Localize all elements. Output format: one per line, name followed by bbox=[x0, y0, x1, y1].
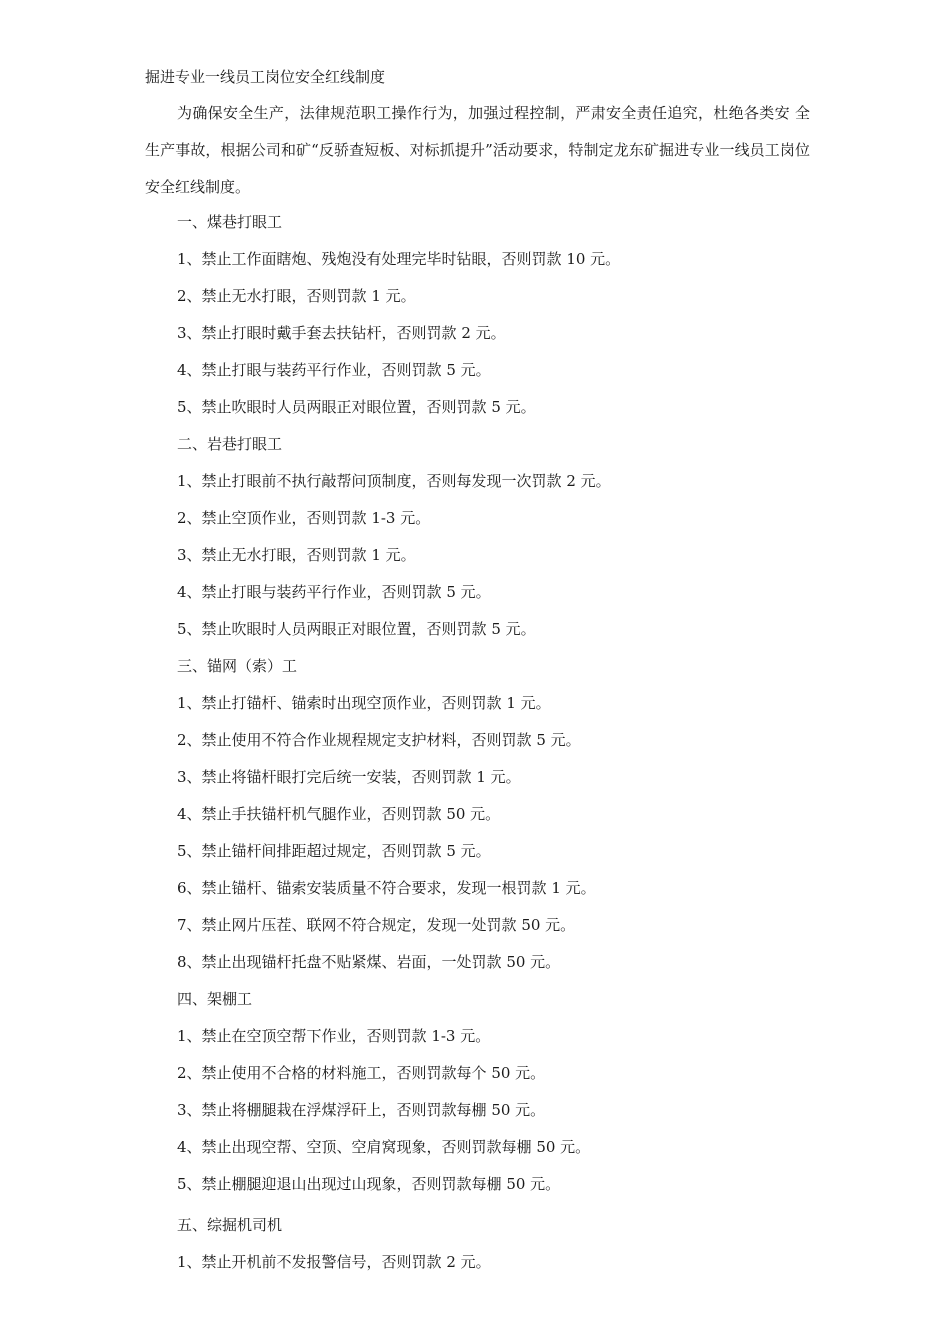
rule-item: 2、禁止空顶作业，否则罚款 1-3 元。 bbox=[177, 509, 431, 527]
rule-item: 2、禁止无水打眼，否则罚款 1 元。 bbox=[177, 287, 416, 305]
rule-item: 3、禁止将锚杆眼打完后统一安装，否则罚款 1 元。 bbox=[177, 768, 521, 786]
rule-item: 1、禁止在空顶空帮下作业，否则罚款 1-3 元。 bbox=[177, 1027, 491, 1045]
document-title: 掘进专业一线员工岗位安全红线制度 bbox=[145, 68, 386, 86]
rule-item: 6、禁止锚杆、锚索安装质量不符合要求，发现一根罚款 1 元。 bbox=[177, 879, 596, 897]
intro-paragraph: 为确保安全生产，法律规范职工操作行为，加强过程控制，严肃安全责任追究，杜绝各类安 全生产事故，根据公司和矿“反骄查短板、对标抓提升”活动要求，特制定龙东矿掘进专业一线员工岗位安全红线制度。 bbox=[145, 104, 810, 196]
rule-item: 4、禁止打眼与装药平行作业，否则罚款 5 元。 bbox=[177, 361, 491, 379]
rule-item: 4、禁止出现空帮、空顶、空肩窝现象，否则罚款每棚 50 元。 bbox=[177, 1138, 591, 1156]
rule-item: 8、禁止出现锚杆托盘不贴紧煤、岩面，一处罚款 50 元。 bbox=[177, 953, 561, 971]
section-heading: 四、架棚工 bbox=[177, 990, 253, 1008]
rule-item: 7、禁止网片压茬、联网不符合规定，发现一处罚款 50 元。 bbox=[177, 916, 576, 934]
rule-item: 1、禁止打眼前不执行敲帮问顶制度，否则每发现一次罚款 2 元。 bbox=[177, 472, 611, 490]
rule-item: 4、禁止手扶锚杆机气腿作业，否则罚款 50 元。 bbox=[177, 805, 501, 823]
rule-item: 3、禁止将棚腿栽在浮煤浮矸上，否则罚款每棚 50 元。 bbox=[177, 1101, 546, 1119]
section-heading: 五、综掘机司机 bbox=[177, 1216, 283, 1234]
section-heading: 一、煤巷打眼工 bbox=[177, 213, 283, 231]
rule-item: 2、禁止使用不符合作业规程规定支护材料，否则罚款 5 元。 bbox=[177, 731, 581, 749]
rule-item: 5、禁止锚杆间排距超过规定，否则罚款 5 元。 bbox=[177, 842, 491, 860]
rule-item: 1、禁止打锚杆、锚索时出现空顶作业，否则罚款 1 元。 bbox=[177, 694, 551, 712]
rule-item: 5、禁止吹眼时人员两眼正对眼位置，否则罚款 5 元。 bbox=[177, 398, 536, 416]
rule-item: 3、禁止无水打眼，否则罚款 1 元。 bbox=[177, 546, 416, 564]
rule-item: 1、禁止开机前不发报警信号，否则罚款 2 元。 bbox=[177, 1253, 491, 1271]
rule-item: 2、禁止使用不合格的材料施工，否则罚款每个 50 元。 bbox=[177, 1064, 546, 1082]
rule-item: 4、禁止打眼与装药平行作业，否则罚款 5 元。 bbox=[177, 583, 491, 601]
rule-item: 5、禁止吹眼时人员两眼正对眼位置，否则罚款 5 元。 bbox=[177, 620, 536, 638]
rule-item: 1、禁止工作面瞎炮、残炮没有处理完毕时钻眼，否则罚款 10 元。 bbox=[177, 250, 621, 268]
rule-item: 3、禁止打眼时戴手套去扶钻杆，否则罚款 2 元。 bbox=[177, 324, 506, 342]
rule-item: 5、禁止棚腿迎退山出现过山现象，否则罚款每棚 50 元。 bbox=[177, 1175, 561, 1193]
section-heading: 二、岩巷打眼工 bbox=[177, 435, 283, 453]
section-heading: 三、锚网（索）工 bbox=[177, 657, 298, 675]
